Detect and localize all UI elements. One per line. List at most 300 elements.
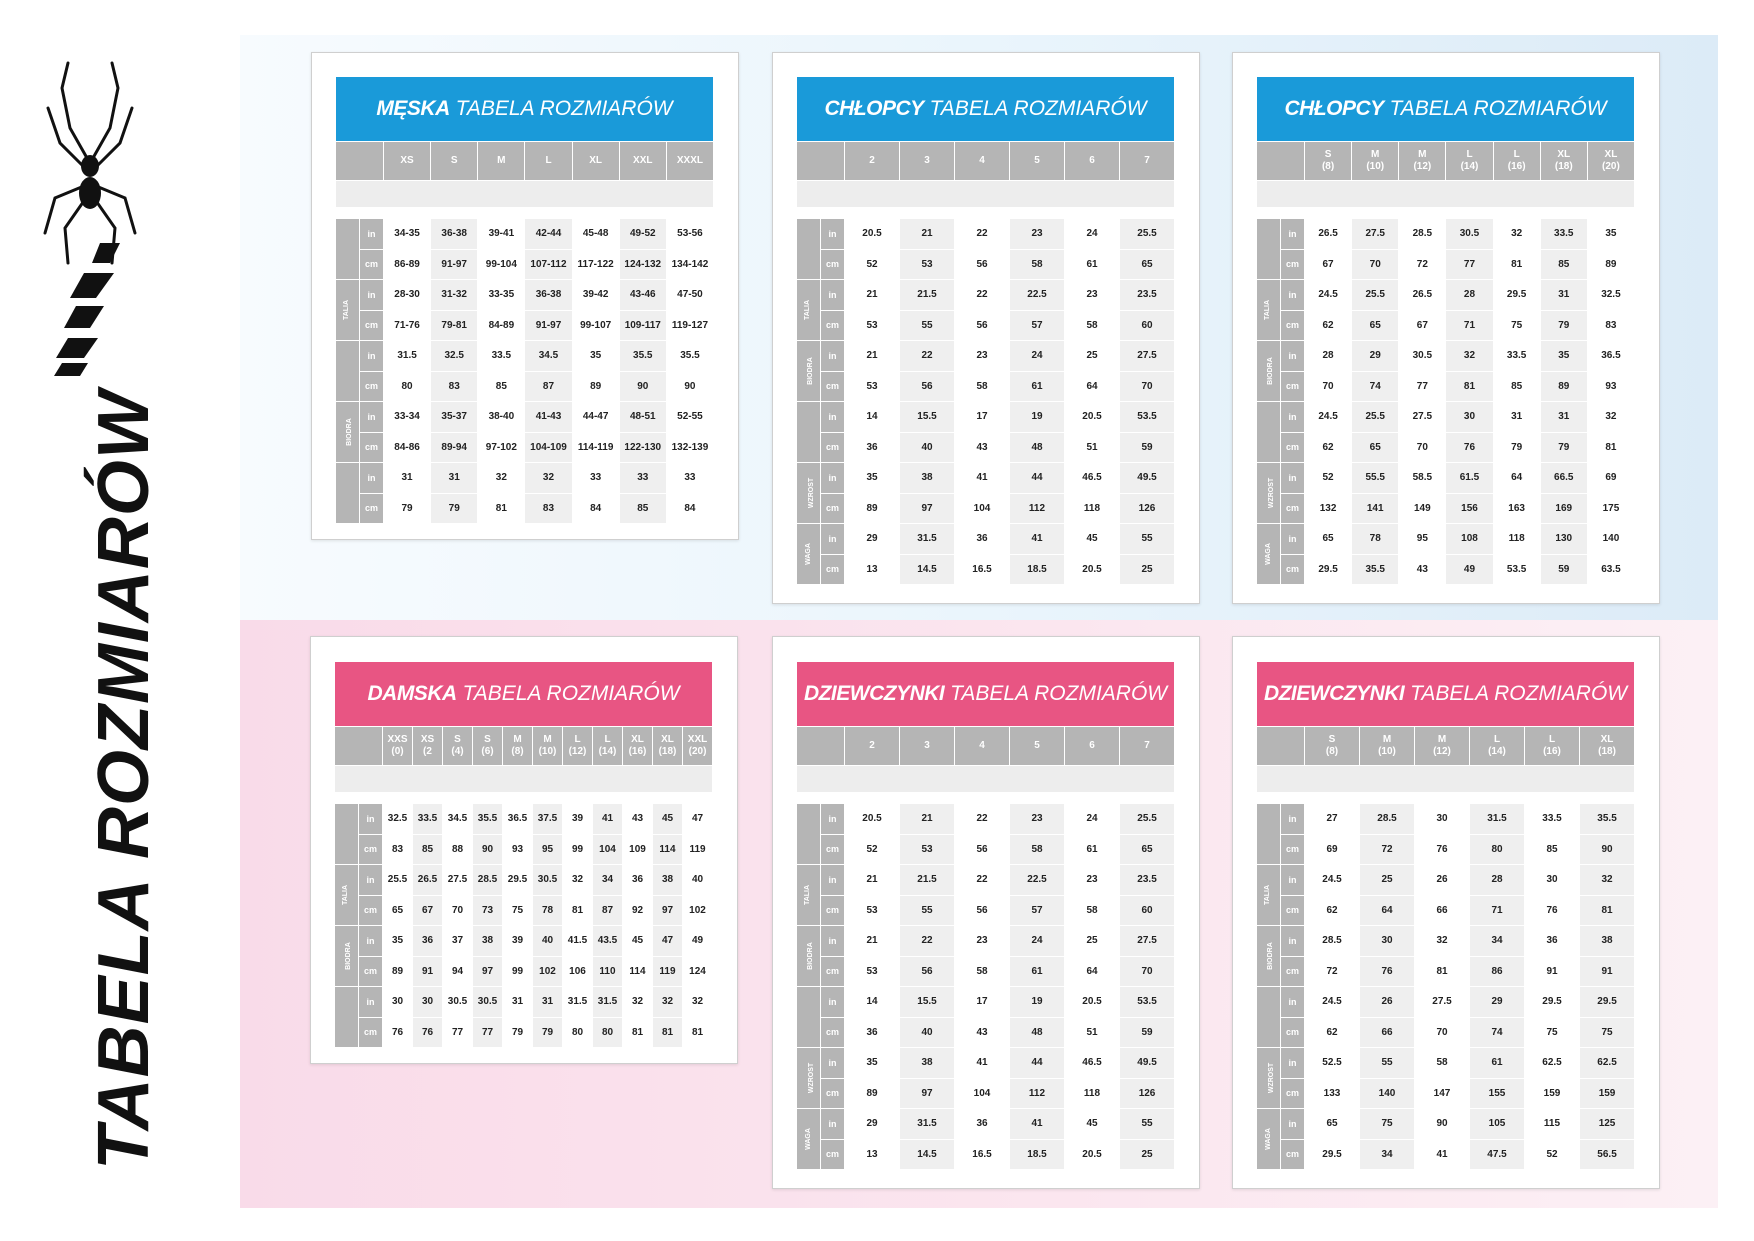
unit-label: cm (360, 371, 384, 402)
size-value-cell: 33-34 (384, 402, 431, 433)
size-value-cell: 84 (572, 493, 619, 524)
size-value-cell: 24 (1010, 926, 1065, 957)
size-value-cell: 59 (1120, 432, 1175, 463)
size-value-cell: 26.5 (413, 865, 443, 896)
gap-cell (797, 793, 1175, 804)
measurement-label-text: TALIA (804, 299, 812, 321)
title-row (1257, 662, 1635, 727)
size-header: 2 (845, 727, 900, 766)
size-header: L (525, 142, 572, 181)
size-value-cell: 30.5 (443, 987, 473, 1018)
size-value-cell: 81 (1415, 956, 1470, 987)
size-value-cell: 89-94 (431, 432, 478, 463)
table-row (336, 341, 714, 372)
size-value-cell: 65 (383, 895, 413, 926)
size-header: 6 (1065, 727, 1120, 766)
measurement-label (336, 341, 360, 402)
chart-title-rest: TABELA ROZMIARÓW (950, 682, 1168, 705)
unit-label: cm (1281, 249, 1305, 280)
size-header: S (431, 142, 478, 181)
size-value-cell: 20.5 (1065, 554, 1120, 585)
size-value-cell: 24.5 (1305, 402, 1352, 433)
unit-label: cm (360, 432, 384, 463)
measurement-label-text: BIODRA (1266, 357, 1274, 385)
size-value-cell: 38-40 (478, 402, 525, 433)
size-value-cell: 55 (1360, 1048, 1415, 1079)
header-row (335, 727, 713, 766)
size-value-cell: 32 (1580, 865, 1635, 896)
measurement-label (1257, 987, 1281, 1048)
unit-label: cm (821, 249, 845, 280)
spacer-row (797, 766, 1175, 793)
measurement-label (335, 804, 359, 865)
size-value-cell: 35 (845, 1048, 900, 1079)
size-value-cell: 91 (413, 956, 443, 987)
size-value-cell: 32 (1415, 926, 1470, 957)
size-value-cell: 25 (1360, 865, 1415, 896)
unit-label: in (821, 804, 845, 835)
measurement-label-text: WAGA (804, 1128, 812, 1150)
size-value-cell: 28.5 (1399, 219, 1446, 250)
table-row (336, 371, 714, 402)
size-header: M (12) (1399, 142, 1446, 181)
size-value-cell: 40 (900, 1017, 955, 1048)
measurement-label-text: WZROST (808, 477, 816, 509)
size-value-cell: 76 (1525, 895, 1580, 926)
unit-label: in (360, 341, 384, 372)
size-value-cell: 18.5 (1010, 554, 1065, 585)
size-value-cell: 63.5 (1587, 554, 1634, 585)
size-header: M (8) (503, 727, 533, 766)
size-table (796, 76, 1175, 585)
size-value-cell: 44 (1010, 1048, 1065, 1079)
size-value-cell: 25 (1065, 341, 1120, 372)
table-row (797, 310, 1175, 341)
size-value-cell: 62.5 (1525, 1048, 1580, 1079)
title-row (335, 662, 713, 727)
size-value-cell: 81 (478, 493, 525, 524)
spacer-cell (1257, 181, 1635, 208)
table-row (1257, 1139, 1635, 1170)
table-row (1257, 926, 1635, 957)
size-value-cell: 27.5 (1120, 926, 1175, 957)
size-header: M (10) (533, 727, 563, 766)
size-value-cell: 51 (1065, 432, 1120, 463)
size-value-cell: 48 (1010, 432, 1065, 463)
size-value-cell: 28 (1446, 280, 1493, 311)
unit-label: cm (1281, 834, 1305, 865)
size-value-cell: 87 (593, 895, 623, 926)
unit-label: in (821, 1048, 845, 1079)
table-row (797, 1109, 1175, 1140)
size-value-cell: 64 (1065, 956, 1120, 987)
table-row (335, 865, 713, 896)
header-row (797, 142, 1175, 181)
size-value-cell: 36 (413, 926, 443, 957)
measurement-label (797, 926, 821, 987)
table-row (797, 1078, 1175, 1109)
size-value-cell: 29.5 (1305, 554, 1352, 585)
size-value-cell: 14 (845, 987, 900, 1018)
size-value-cell: 102 (683, 895, 713, 926)
size-value-cell: 80 (563, 1017, 593, 1048)
size-value-cell: 31.5 (593, 987, 623, 1018)
size-value-cell: 99-104 (478, 249, 525, 280)
size-value-cell: 32 (1493, 219, 1540, 250)
size-value-cell: 23.5 (1120, 280, 1175, 311)
table-row (335, 834, 713, 865)
chart-dziewczynki-1 (796, 661, 1174, 1170)
unit-label: in (1281, 926, 1305, 957)
size-value-cell: 55 (900, 895, 955, 926)
size-value-cell: 66.5 (1540, 463, 1587, 494)
size-value-cell: 81 (1587, 432, 1634, 463)
size-value-cell: 27.5 (443, 865, 473, 896)
size-value-cell: 81 (653, 1017, 683, 1048)
table-row (797, 987, 1175, 1018)
size-value-cell: 124-132 (619, 249, 666, 280)
size-header: XXL (619, 142, 666, 181)
size-value-cell: 36.5 (1587, 341, 1634, 372)
size-value-cell: 149 (1399, 493, 1446, 524)
measurement-label-text: WZROST (1268, 1062, 1276, 1094)
table-row (797, 1017, 1175, 1048)
size-value-cell: 44 (1010, 463, 1065, 494)
size-value-cell: 77 (1399, 371, 1446, 402)
table-row (336, 249, 714, 280)
size-value-cell: 87 (525, 371, 572, 402)
size-value-cell: 43.5 (593, 926, 623, 957)
size-value-cell: 30.5 (1399, 341, 1446, 372)
size-value-cell: 140 (1360, 1078, 1415, 1109)
table-row (1257, 371, 1635, 402)
chart-title (1257, 662, 1635, 727)
size-value-cell: 24.5 (1305, 865, 1360, 896)
table-row (1257, 463, 1635, 494)
measurement-label (1257, 926, 1281, 987)
size-value-cell: 99 (503, 956, 533, 987)
size-value-cell: 78 (1352, 524, 1399, 555)
size-value-cell: 67 (1399, 310, 1446, 341)
measurement-label-text: TALIA (1264, 299, 1272, 321)
table-row (797, 956, 1175, 987)
table-row (797, 341, 1175, 372)
measurement-label-text: WZROST (808, 1062, 816, 1094)
header-corner (336, 142, 384, 181)
size-value-cell: 28 (1305, 341, 1352, 372)
size-value-cell: 65 (1352, 310, 1399, 341)
size-header: 7 (1120, 142, 1175, 181)
header-row (797, 727, 1175, 766)
header-corner (797, 142, 845, 181)
measurement-label (797, 804, 821, 865)
size-value-cell: 58 (1415, 1048, 1470, 1079)
size-value-cell: 61 (1065, 834, 1120, 865)
size-value-cell: 83 (1587, 310, 1634, 341)
measurement-label (1257, 341, 1281, 402)
unit-label: cm (1281, 371, 1305, 402)
size-value-cell: 105 (1470, 1109, 1525, 1140)
size-value-cell: 23 (1010, 219, 1065, 250)
size-value-cell: 79 (503, 1017, 533, 1048)
size-value-cell: 36 (955, 524, 1010, 555)
size-value-cell: 53.5 (1120, 987, 1175, 1018)
size-value-cell: 77 (1446, 249, 1493, 280)
unit-label: cm (821, 1017, 845, 1048)
gap-row (797, 208, 1175, 219)
size-value-cell: 55.5 (1352, 463, 1399, 494)
size-value-cell: 85 (1540, 249, 1587, 280)
table-row (797, 219, 1175, 250)
size-value-cell: 89 (845, 493, 900, 524)
size-value-cell: 77 (443, 1017, 473, 1048)
size-value-cell: 56 (900, 371, 955, 402)
size-value-cell: 24 (1065, 219, 1120, 250)
chart-title (335, 662, 713, 727)
size-table (334, 661, 713, 1048)
size-value-cell: 140 (1587, 524, 1634, 555)
gap-cell (336, 208, 714, 219)
size-value-cell: 13 (845, 554, 900, 585)
table-row (336, 280, 714, 311)
size-header: XXXL (666, 142, 713, 181)
size-value-cell: 25.5 (1352, 402, 1399, 433)
size-header: L (14) (1446, 142, 1493, 181)
size-value-cell: 30.5 (1446, 219, 1493, 250)
table-row (1257, 1017, 1635, 1048)
table-row (1257, 1078, 1635, 1109)
table-row (1257, 280, 1635, 311)
size-value-cell: 89 (845, 1078, 900, 1109)
size-value-cell: 33 (619, 463, 666, 494)
size-value-cell: 19 (1010, 987, 1065, 1018)
measurement-label (797, 1048, 821, 1109)
size-value-cell: 53 (845, 371, 900, 402)
size-value-cell: 95 (1399, 524, 1446, 555)
size-value-cell: 20.5 (845, 219, 900, 250)
table-row (797, 493, 1175, 524)
measurement-label (797, 280, 821, 341)
measurement-label (797, 402, 821, 463)
size-value-cell: 37.5 (533, 804, 563, 835)
header-row (336, 142, 714, 181)
table-row (797, 804, 1175, 835)
size-value-cell: 31 (533, 987, 563, 1018)
size-value-cell: 20.5 (1065, 987, 1120, 1018)
size-value-cell: 27.5 (1120, 341, 1175, 372)
size-value-cell: 64 (1360, 895, 1415, 926)
size-value-cell: 35-37 (431, 402, 478, 433)
size-value-cell: 56 (955, 310, 1010, 341)
unit-label: in (1281, 463, 1305, 494)
size-value-cell: 84-89 (478, 310, 525, 341)
size-value-cell: 97 (653, 895, 683, 926)
size-value-cell: 53-56 (666, 219, 713, 250)
measurement-label (797, 341, 821, 402)
size-value-cell: 61 (1470, 1048, 1525, 1079)
table-row (1257, 865, 1635, 896)
chart-title (1257, 77, 1635, 142)
table-row (335, 1017, 713, 1048)
size-value-cell: 62 (1305, 895, 1360, 926)
table-row (335, 895, 713, 926)
size-value-cell: 80 (593, 1017, 623, 1048)
size-value-cell: 39-42 (572, 280, 619, 311)
size-value-cell: 90 (473, 834, 503, 865)
table-row (1257, 804, 1635, 835)
unit-label: in (1281, 341, 1305, 372)
size-value-cell: 35 (1540, 341, 1587, 372)
size-table (1256, 661, 1635, 1170)
size-header: XXL (20) (683, 727, 713, 766)
unit-label: in (821, 280, 845, 311)
size-value-cell: 99 (563, 834, 593, 865)
size-value-cell: 26.5 (1399, 280, 1446, 311)
table-row (797, 432, 1175, 463)
size-header: 5 (1010, 727, 1065, 766)
unit-label: cm (821, 1139, 845, 1170)
spacer-row (1257, 766, 1635, 793)
size-value-cell: 31 (1540, 280, 1587, 311)
size-header: 4 (955, 727, 1010, 766)
size-value-cell: 28.5 (1360, 804, 1415, 835)
size-value-cell: 21 (845, 341, 900, 372)
chart-title-bold: DZIEWCZYNKI (1263, 682, 1405, 705)
measurement-label (797, 524, 821, 585)
size-value-cell: 41 (955, 463, 1010, 494)
size-value-cell: 47 (653, 926, 683, 957)
measurement-label (1257, 463, 1281, 524)
size-value-cell: 20.5 (1065, 402, 1120, 433)
size-value-cell: 27.5 (1352, 219, 1399, 250)
measurement-label (1257, 1109, 1281, 1170)
size-value-cell: 74 (1352, 371, 1399, 402)
size-value-cell: 40 (533, 926, 563, 957)
size-value-cell: 18.5 (1010, 1139, 1065, 1170)
size-value-cell: 58 (955, 371, 1010, 402)
spacer-cell (797, 181, 1175, 208)
chart-title (336, 77, 714, 142)
size-value-cell: 79 (431, 493, 478, 524)
size-value-cell: 43 (1399, 554, 1446, 585)
size-value-cell: 29 (1352, 341, 1399, 372)
unit-label: in (821, 402, 845, 433)
size-value-cell: 70 (1120, 956, 1175, 987)
size-value-cell: 58 (1065, 895, 1120, 926)
size-value-cell: 32 (653, 987, 683, 1018)
unit-label: cm (1281, 432, 1305, 463)
size-value-cell: 91 (1580, 956, 1635, 987)
size-value-cell: 62 (1305, 1017, 1360, 1048)
size-value-cell: 83 (383, 834, 413, 865)
unit-label: in (821, 524, 845, 555)
size-value-cell: 47-50 (666, 280, 713, 311)
size-value-cell: 156 (1446, 493, 1493, 524)
size-value-cell: 34.5 (525, 341, 572, 372)
size-value-cell: 62.5 (1580, 1048, 1635, 1079)
spider-logo-icon (40, 58, 140, 378)
size-value-cell: 75 (1493, 310, 1540, 341)
size-value-cell: 84-86 (384, 432, 431, 463)
size-value-cell: 35.5 (473, 804, 503, 835)
measurement-label (797, 1109, 821, 1170)
size-value-cell: 34-35 (384, 219, 431, 250)
size-value-cell: 175 (1587, 493, 1634, 524)
measurement-label-text: BIODRA (345, 418, 353, 446)
size-value-cell: 76 (1415, 834, 1470, 865)
size-value-cell: 133 (1305, 1078, 1360, 1109)
size-value-cell: 65 (1305, 1109, 1360, 1140)
title-row (797, 662, 1175, 727)
measurement-label (797, 463, 821, 524)
size-value-cell: 97 (473, 956, 503, 987)
size-value-cell: 93 (503, 834, 533, 865)
unit-label: cm (1281, 1017, 1305, 1048)
size-value-cell: 66 (1360, 1017, 1415, 1048)
unit-label: in (1281, 987, 1305, 1018)
measurement-label (335, 926, 359, 987)
size-value-cell: 35.5 (1352, 554, 1399, 585)
size-value-cell: 66 (1415, 895, 1470, 926)
size-header: XL (20) (1587, 142, 1634, 181)
table-row (1257, 341, 1635, 372)
size-value-cell: 36 (955, 1109, 1010, 1140)
size-value-cell: 39-41 (478, 219, 525, 250)
size-value-cell: 45 (653, 804, 683, 835)
table-row (1257, 956, 1635, 987)
unit-label: in (360, 463, 384, 494)
size-value-cell: 75 (1580, 1017, 1635, 1048)
size-value-cell: 40 (683, 865, 713, 896)
size-value-cell: 70 (1352, 249, 1399, 280)
unit-label: in (1281, 804, 1305, 835)
size-value-cell: 67 (1305, 249, 1352, 280)
size-value-cell: 34 (1360, 1139, 1415, 1170)
size-value-cell: 132 (1305, 493, 1352, 524)
size-value-cell: 28.5 (1305, 926, 1360, 957)
gap-row (1257, 793, 1635, 804)
title-row (1257, 77, 1635, 142)
size-value-cell: 25.5 (383, 865, 413, 896)
gap-cell (1257, 208, 1635, 219)
size-value-cell: 52 (1525, 1139, 1580, 1170)
size-header: XL (16) (623, 727, 653, 766)
size-value-cell: 114 (653, 834, 683, 865)
size-value-cell: 33 (666, 463, 713, 494)
size-value-cell: 53.5 (1120, 402, 1175, 433)
table-row (335, 804, 713, 835)
chart-title-bold: DAMSKA (367, 682, 457, 705)
table-row (1257, 1048, 1635, 1079)
unit-label: in (821, 926, 845, 957)
unit-label: cm (360, 249, 384, 280)
title-row (336, 77, 714, 142)
size-value-cell: 141 (1352, 493, 1399, 524)
size-value-cell: 122-130 (619, 432, 666, 463)
size-value-cell: 32 (623, 987, 653, 1018)
size-value-cell: 30 (1360, 926, 1415, 957)
measurement-label (335, 987, 359, 1048)
size-value-cell: 79 (1493, 432, 1540, 463)
size-header: 7 (1120, 727, 1175, 766)
size-value-cell: 21.5 (900, 280, 955, 311)
size-header: M (10) (1360, 727, 1415, 766)
size-value-cell: 35 (1587, 219, 1634, 250)
size-value-cell: 83 (431, 371, 478, 402)
table-row (1257, 987, 1635, 1018)
size-value-cell: 13 (845, 1139, 900, 1170)
size-value-cell: 32 (525, 463, 572, 494)
